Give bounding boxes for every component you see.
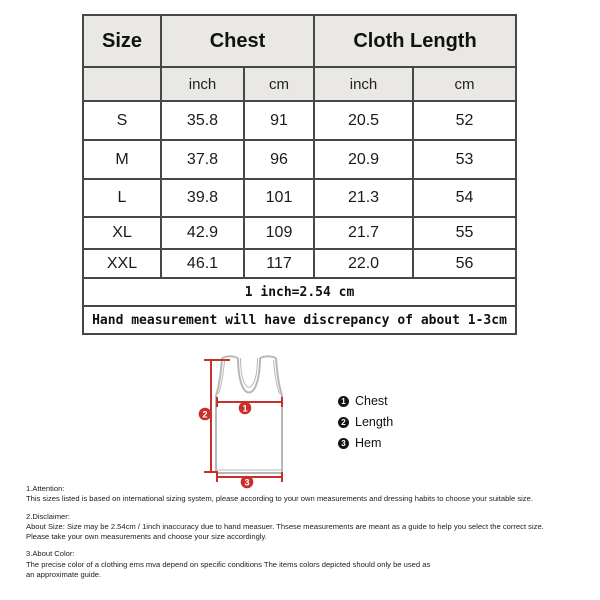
note-attention <box>26 484 592 505</box>
length-cm-cell: 55 <box>413 217 516 249</box>
empty-unit-cell <box>83 67 161 101</box>
measurement-note-row <box>83 306 516 334</box>
legend-marker-2-icon: 2 <box>338 417 349 428</box>
measurement-note: Hand measurement will have discrepancy of about 1-3cm <box>83 306 516 334</box>
table-row <box>83 140 516 179</box>
chest-inch-cell: 37.8 <box>161 140 244 179</box>
length-inch-cell: 20.5 <box>314 101 413 140</box>
footer-notes <box>26 484 592 587</box>
legend-item-length <box>338 415 393 429</box>
note-heading: 2.Disclaimer: <box>26 511 70 521</box>
note-about-color <box>26 549 592 580</box>
chest-cm-unit: cm <box>244 67 314 101</box>
chest-column-header: Chest <box>161 15 314 67</box>
chest-cm-cell: 96 <box>244 140 314 179</box>
chest-inch-cell: 42.9 <box>161 217 244 249</box>
conversion-note-row <box>83 278 516 306</box>
size-cell: L <box>83 179 161 217</box>
note-heading: 1.Attention: <box>26 484 65 493</box>
table-row <box>83 179 516 217</box>
note-disclaimer <box>26 512 592 543</box>
table-row <box>83 249 516 278</box>
tank-top-outline <box>216 356 282 473</box>
table-row <box>83 101 516 140</box>
note-text: an approximate guide. <box>26 570 102 580</box>
legend-item-chest <box>338 394 393 408</box>
size-cell: S <box>83 101 161 140</box>
diagram-legend <box>338 394 393 457</box>
size-cell: M <box>83 140 161 179</box>
legend-item-hem <box>338 436 393 450</box>
table-header-row <box>83 15 516 67</box>
size-cell: XXL <box>83 249 161 278</box>
length-cm-cell: 54 <box>413 179 516 217</box>
table-row <box>83 217 516 249</box>
chest-inch-cell: 46.1 <box>161 249 244 278</box>
legend-label: Hem <box>355 436 382 450</box>
legend-label: Chest <box>355 394 388 408</box>
size-column-header: Size <box>83 15 161 67</box>
size-chart <box>82 14 517 335</box>
legend-label: Length <box>355 415 394 429</box>
unit-header-row <box>83 67 516 101</box>
note-text: About Size: Size may be 2.54cm / 1inch inaccuracy due to hand measuer. Thsese measurements are meant as a guide to help you select the correct size. <box>26 521 544 531</box>
chest-cm-cell: 101 <box>244 179 314 217</box>
length-cm-cell: 53 <box>413 140 516 179</box>
size-cell: XL <box>83 217 161 249</box>
length-cm-cell: 56 <box>413 249 516 278</box>
conversion-note: 1 inch=2.54 cm <box>83 278 516 306</box>
tank-top-measurement-diagram <box>190 352 320 492</box>
legend-marker-1-icon: 1 <box>338 396 349 407</box>
note-text: The precise color of a clothing ems mva depend on specific conditions The items colors depicted should only be used as <box>26 559 431 569</box>
chest-inch-cell: 35.8 <box>161 101 244 140</box>
chest-inch-cell: 39.8 <box>161 179 244 217</box>
chest-cm-cell: 109 <box>244 217 314 249</box>
length-cm-cell: 52 <box>413 101 516 140</box>
length-inch-unit: inch <box>314 67 413 101</box>
chest-marker-number: 1 <box>242 403 248 414</box>
legend-marker-3-icon: 3 <box>338 438 349 449</box>
cloth-length-column-header: Cloth Length <box>314 15 516 67</box>
length-inch-cell: 21.3 <box>314 179 413 217</box>
chest-cm-cell: 91 <box>244 101 314 140</box>
length-marker-number: 2 <box>202 409 208 420</box>
chest-inch-unit: inch <box>161 67 244 101</box>
length-inch-cell: 21.7 <box>314 217 413 249</box>
length-inch-cell: 22.0 <box>314 249 413 278</box>
length-inch-cell: 20.9 <box>314 140 413 179</box>
size-chart-table <box>82 14 517 335</box>
note-text: This sizes listed is based on international sizing system, please according to your own measurements and dressing habits to choose your suitable size. <box>26 494 533 504</box>
hem-marker-number: 3 <box>244 477 250 488</box>
note-heading: 3.About Color: <box>26 549 75 559</box>
chest-cm-cell: 117 <box>244 249 314 278</box>
note-text: Please take your own measurements and choose your size accordingly. <box>26 532 267 542</box>
length-cm-unit: cm <box>413 67 516 101</box>
